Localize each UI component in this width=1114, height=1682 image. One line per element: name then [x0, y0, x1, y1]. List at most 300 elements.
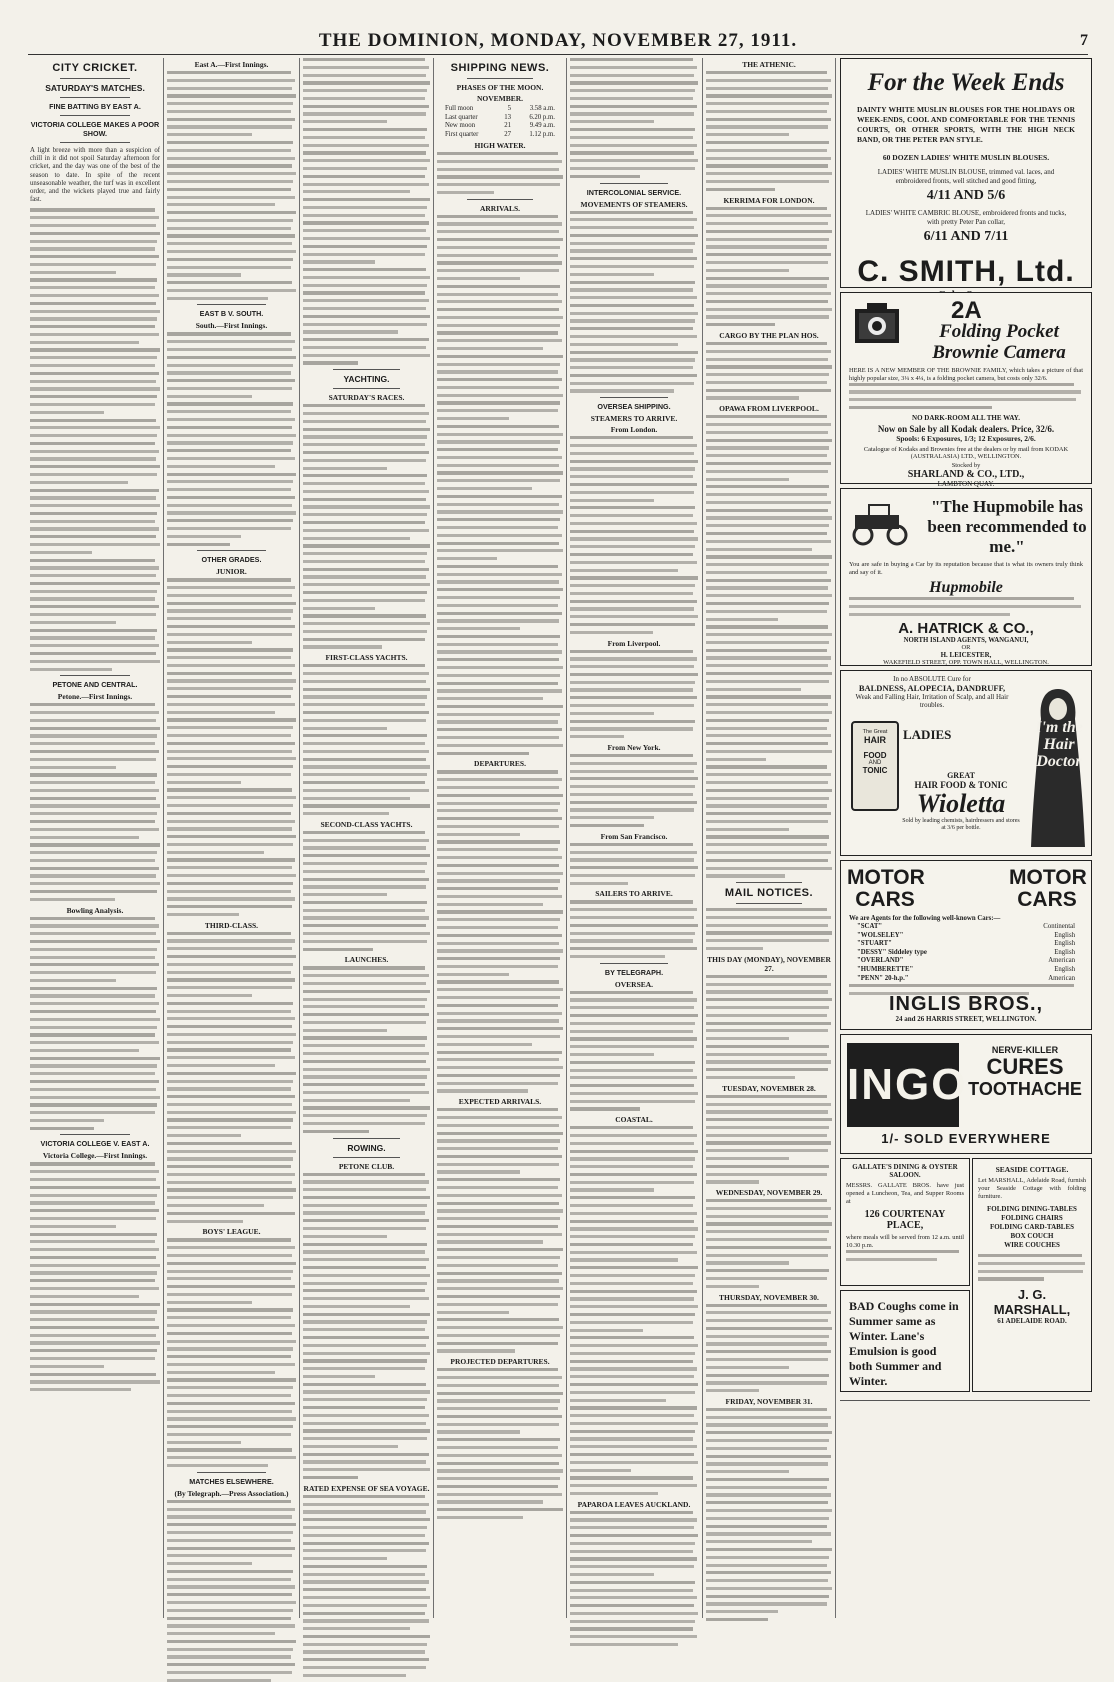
- text-line: [30, 247, 155, 250]
- text-line: [303, 136, 425, 139]
- text-line: [303, 459, 426, 462]
- text-line: [706, 1014, 827, 1017]
- wioletta-guarantee: In no ABSOLUTE Cure for: [893, 675, 971, 683]
- text-line: [570, 1414, 694, 1417]
- text-line: [706, 1618, 768, 1621]
- text-line: [303, 1542, 429, 1545]
- text-line: [30, 1256, 156, 1259]
- text-line: [303, 198, 430, 201]
- text-line: [30, 613, 156, 616]
- kerrima-subheading: KERRIMA FOR LONDON.: [723, 195, 815, 205]
- text-line: [846, 1258, 937, 1261]
- text-line: [706, 172, 832, 175]
- text-line: [30, 1217, 156, 1220]
- text-line: [706, 1595, 829, 1598]
- opawa-text: [706, 415, 832, 877]
- text-line: [570, 1596, 697, 1599]
- november-subheading: NOVEMBER.: [476, 94, 524, 103]
- text-line: [437, 1423, 559, 1426]
- moon-phase-time: 3.58 a.m.: [529, 105, 555, 112]
- text-line: [167, 196, 295, 199]
- text-line: [706, 586, 828, 589]
- text-line: [437, 487, 532, 490]
- text-line: [570, 623, 695, 626]
- text-line: [437, 674, 560, 677]
- text-line: [437, 363, 560, 366]
- yachting-heading: YACHTING.: [343, 374, 390, 385]
- text-line: [167, 504, 292, 507]
- text-line: [706, 680, 829, 683]
- text-line: [437, 1066, 563, 1069]
- text-line: [167, 1464, 268, 1467]
- movements-subheading: MOVEMENTS OF STEAMERS.: [580, 199, 688, 209]
- text-line: [303, 315, 430, 318]
- newspaper-title: THE DOMINION, MONDAY, NOVEMBER 27, 1911.: [318, 30, 798, 51]
- text-line: [437, 619, 559, 622]
- text-line: [437, 786, 559, 789]
- text-line: [706, 1037, 789, 1040]
- overseas-tel-subheading: OVERSEA.: [614, 979, 654, 989]
- text-line: [437, 518, 560, 521]
- text-line: [303, 354, 430, 357]
- text-line: [303, 750, 429, 753]
- text-line: [167, 340, 295, 343]
- text-line: [167, 364, 293, 367]
- text-line: [570, 159, 698, 162]
- text-line: [167, 1064, 275, 1067]
- text-line: [167, 1508, 295, 1511]
- text-line: [437, 1170, 520, 1173]
- column-rule: [433, 58, 434, 1618]
- text-line: [570, 801, 697, 804]
- text-line: [437, 238, 563, 241]
- car-origin: American: [1048, 957, 1075, 965]
- text-line: [167, 1410, 292, 1413]
- text-line: [570, 1612, 698, 1615]
- text-line: [570, 1014, 698, 1017]
- text-line: [30, 341, 139, 344]
- coastal-text: [570, 1126, 698, 1495]
- text-line: [706, 1053, 827, 1056]
- text-line: [437, 770, 558, 773]
- text-line: [167, 1679, 271, 1682]
- text-line: [570, 916, 694, 919]
- text-line: [706, 1587, 832, 1590]
- text-line: [706, 1374, 829, 1377]
- text-line: [30, 711, 159, 714]
- text-line: [167, 1142, 292, 1145]
- marshall-name: J. G. MARSHALL,: [993, 1286, 1071, 1317]
- text-line: [570, 1243, 693, 1246]
- east-scores-text: [167, 71, 296, 300]
- text-line: [570, 1235, 695, 1238]
- text-line: [303, 498, 426, 501]
- text-line: [437, 1074, 560, 1077]
- text-line: [570, 1181, 694, 1184]
- masthead: [28, 30, 1088, 55]
- text-line: [30, 434, 157, 437]
- brownie-title: Folding Pocket Brownie Camera: [932, 321, 1066, 363]
- text-line: [437, 1493, 562, 1496]
- mail-day-3: WEDNESDAY, NOVEMBER 29.: [715, 1188, 823, 1198]
- text-line: [30, 812, 157, 815]
- text-line: [167, 1617, 291, 1620]
- text-line: [437, 510, 563, 513]
- text-line: [706, 820, 828, 823]
- elsewhere-subheading: (By Telegraph.—Press Association.): [174, 1488, 289, 1498]
- text-line: [303, 688, 430, 691]
- text-line: [167, 594, 292, 597]
- text-line: [849, 390, 1081, 393]
- sailers-subheading: SAILERS TO ARRIVE.: [595, 889, 673, 899]
- moon-phase-label: First quarter: [445, 130, 479, 138]
- text-line: [303, 284, 427, 287]
- text-line: [30, 224, 156, 227]
- text-line: [706, 292, 831, 295]
- text-line: [437, 1209, 563, 1212]
- text-line: [706, 975, 827, 978]
- text-line: [437, 1194, 562, 1197]
- text-line: [570, 475, 693, 478]
- text-line: [706, 1327, 832, 1330]
- text-line: [167, 1301, 252, 1304]
- text-line: [167, 1157, 293, 1160]
- text-line: [706, 1277, 827, 1280]
- petone-club-subheading: PETONE CLUB.: [338, 1161, 395, 1171]
- text-line: [437, 1477, 560, 1480]
- text-line: [570, 1061, 695, 1064]
- text-line: [167, 734, 291, 737]
- text-line: [706, 641, 829, 644]
- text-line: [570, 249, 693, 252]
- text-line: [167, 203, 275, 206]
- text-line: [706, 133, 789, 136]
- text-line: [303, 1390, 430, 1393]
- text-line: [167, 648, 293, 651]
- bottle-top: The Great: [862, 729, 888, 735]
- text-line: [437, 168, 559, 171]
- text-line: [437, 1272, 562, 1275]
- column-rule: [299, 58, 300, 1618]
- hupmobile-or: OR: [961, 644, 971, 652]
- text-line: [303, 1173, 425, 1176]
- text-line: [30, 1357, 155, 1360]
- petone-subheading: Petone.—First Innings.: [57, 692, 133, 702]
- text-line: [437, 1147, 558, 1150]
- voyage-subheading: RATED EXPENSE OF SEA VOYAGE.: [303, 1483, 430, 1493]
- text-line: [303, 97, 425, 100]
- text-line: [570, 211, 693, 214]
- text-line: [167, 1433, 291, 1436]
- ingo-sold: 1/- SOLD EVERYWHERE: [881, 1131, 1051, 1146]
- text-line: [303, 276, 430, 279]
- text-line: [30, 450, 159, 453]
- text-line: [167, 882, 293, 885]
- text-line: [167, 804, 293, 807]
- text-line: [706, 1149, 828, 1152]
- text-line: [570, 900, 693, 903]
- text-line: [167, 664, 295, 667]
- text-line: [303, 1658, 429, 1661]
- text-line: [849, 613, 1010, 616]
- text-line: [437, 588, 563, 591]
- text-line: [570, 576, 698, 579]
- text-line: [167, 1041, 293, 1044]
- text-line: [570, 58, 693, 61]
- text-line: [706, 1006, 829, 1009]
- text-line: [30, 512, 157, 515]
- text-line: [167, 227, 291, 230]
- text-line: [570, 366, 693, 369]
- text-line: [706, 1207, 831, 1210]
- text-line: [570, 553, 693, 556]
- brownie-dealer: SHARLAND & CO., LTD.,: [907, 468, 1025, 480]
- text-line: [30, 820, 155, 823]
- text-line: [706, 1199, 827, 1202]
- text-line: [30, 789, 159, 792]
- car-row: [857, 923, 1075, 932]
- text-line: [30, 1310, 157, 1313]
- text-line: [437, 386, 559, 389]
- mail-day-3-text: [706, 1199, 832, 1288]
- text-line: [303, 599, 425, 602]
- text-line: [303, 630, 427, 633]
- car-row: [857, 940, 1075, 949]
- bottle-and: AND: [868, 760, 882, 766]
- text-line: [706, 1358, 828, 1361]
- text-line: [303, 1445, 398, 1448]
- text-line: [167, 395, 252, 398]
- text-line: [570, 777, 698, 780]
- car-origin: English: [1054, 948, 1075, 956]
- text-line: [30, 1388, 131, 1391]
- text-line: [437, 316, 563, 319]
- text-line: [303, 420, 426, 423]
- text-line: [167, 641, 252, 644]
- text-line: [167, 773, 291, 776]
- text-line: [167, 1456, 296, 1459]
- text-line: [167, 1632, 275, 1635]
- text-line: [706, 1579, 828, 1582]
- text-line: [437, 269, 559, 272]
- text-line: [167, 1363, 295, 1366]
- text-line: [706, 1304, 827, 1307]
- text-line: [570, 545, 695, 548]
- text-line: [437, 887, 558, 890]
- elsewhere-text: [167, 1500, 296, 1682]
- rowing-heading: ROWING.: [347, 1142, 386, 1153]
- text-line: [437, 728, 562, 731]
- text-line: [30, 1334, 156, 1337]
- text-line: [30, 1373, 156, 1376]
- text-line: [167, 939, 295, 942]
- text-line: [706, 1110, 828, 1113]
- text-line: [437, 1264, 558, 1267]
- text-line: [437, 339, 562, 342]
- text-line: [303, 1359, 427, 1362]
- text-line: [570, 1391, 695, 1394]
- text-line: [570, 1635, 697, 1638]
- text-line: [570, 1461, 698, 1464]
- eastb-heading: EAST B V. SOUTH.: [199, 309, 264, 319]
- text-line: [570, 1344, 698, 1347]
- gallate-address: 126 COURTENAY PLACE,: [864, 1209, 946, 1231]
- text-line: [706, 214, 831, 217]
- text-line: [570, 499, 654, 502]
- text-line: [437, 1454, 562, 1457]
- text-line: [303, 773, 427, 776]
- text-line: [167, 402, 293, 405]
- text-line: [303, 1580, 429, 1583]
- text-line: [167, 1371, 275, 1374]
- hupmobile-agent: A. HATRICK & CO.,: [898, 620, 1034, 638]
- ad-marshall: [972, 1158, 1092, 1392]
- text-line: [437, 1303, 558, 1306]
- text-line: [303, 862, 427, 865]
- kerrima-text: [706, 207, 832, 327]
- text-line: [303, 1565, 427, 1568]
- text-line: [167, 465, 275, 468]
- text-line: [570, 955, 665, 958]
- text-line: [437, 331, 558, 334]
- text-line: [437, 1186, 558, 1189]
- text-line: [167, 418, 295, 421]
- text-line: [570, 1150, 698, 1153]
- text-line: [167, 994, 252, 997]
- brownie-spools: Spools: 6 Exposures, 1/3; 12 Exposures, 2/6.: [896, 433, 1036, 443]
- text-line: [167, 1204, 264, 1207]
- text-line: [706, 1319, 828, 1322]
- hupmobile-logo: Hupmobile: [929, 579, 1003, 596]
- text-line: [570, 1045, 694, 1048]
- text-line: [30, 948, 157, 951]
- boys-subheading: BOYS' LEAGUE.: [202, 1227, 261, 1237]
- text-line: [570, 1220, 694, 1223]
- london-text: [570, 436, 698, 634]
- moon-phase-time: 6.20 p.m.: [529, 113, 555, 121]
- text-line: [30, 271, 116, 274]
- text-line: [303, 1635, 430, 1638]
- text-line: [849, 383, 1074, 386]
- text-line: [30, 867, 159, 870]
- text-line: [167, 963, 293, 966]
- text-line: [570, 304, 694, 307]
- text-line: [167, 1500, 291, 1503]
- text-line: [706, 924, 828, 927]
- text-line: [570, 1274, 695, 1277]
- text-line: [30, 1096, 160, 1099]
- text-line: [303, 206, 427, 209]
- text-line: [303, 765, 430, 768]
- text-line: [167, 1262, 296, 1265]
- text-line: [437, 222, 562, 225]
- text-line: [167, 1095, 295, 1098]
- text-line: [303, 607, 375, 610]
- text-line: [303, 711, 429, 714]
- text-line: [303, 183, 429, 186]
- text-line: [570, 327, 693, 330]
- text-line: [706, 1068, 828, 1071]
- text-line: [706, 439, 832, 442]
- text-line: [437, 183, 560, 186]
- text-line: [706, 1381, 827, 1384]
- ingo-tag: NERVE-KILLER: [991, 1045, 1059, 1055]
- camera-icon: [849, 299, 909, 355]
- text-line: [30, 372, 159, 375]
- text-line: [167, 480, 293, 483]
- text-line: [303, 66, 429, 69]
- column-yachting: [303, 58, 430, 1623]
- third-text: [167, 932, 296, 1223]
- text-line: [303, 1243, 427, 1246]
- moon-phase-label: New moon: [445, 122, 476, 129]
- text-line: [437, 872, 563, 875]
- moon-phase-row: [445, 114, 555, 123]
- text-line: [30, 1240, 155, 1243]
- text-line: [167, 1173, 295, 1176]
- text-line: [570, 351, 698, 354]
- text-line: [167, 79, 295, 82]
- text-line: [167, 172, 296, 175]
- text-line: [30, 294, 159, 297]
- cars-list: [857, 923, 1075, 983]
- text-line: [706, 1571, 831, 1574]
- text-line: [303, 727, 387, 730]
- text-line: [30, 758, 156, 761]
- text-line: [849, 605, 1081, 608]
- text-line: [167, 242, 292, 245]
- wioletta-weak: Weak and Falling Hair, Irritation of Scalp, and all Hair troubles.: [855, 693, 1009, 709]
- text-line: [706, 835, 829, 838]
- text-line: [167, 87, 292, 90]
- text-line: [570, 1006, 694, 1009]
- text-line: [706, 396, 799, 399]
- text-line: [570, 874, 695, 877]
- text-line: [570, 1604, 694, 1607]
- text-line: [437, 471, 563, 474]
- text-line: [30, 1194, 157, 1197]
- text-line: [303, 1075, 427, 1078]
- text-line: [30, 1002, 159, 1005]
- text-line: [437, 394, 563, 397]
- text-line: [30, 987, 157, 990]
- text-line: [30, 703, 155, 706]
- ad-wioletta: [840, 670, 1092, 856]
- text-line: [570, 105, 697, 108]
- text-line: [167, 1017, 295, 1020]
- text-line: [706, 859, 828, 862]
- text-line: [570, 1492, 658, 1495]
- text-line: [167, 1103, 292, 1106]
- text-line: [570, 281, 695, 284]
- hupmobile-subagent: H. LEICESTER,: [940, 651, 992, 660]
- text-line: [30, 520, 155, 523]
- text-line: [167, 110, 291, 113]
- text-line: [167, 141, 293, 144]
- moon-phase-time: 1.12 p.m.: [529, 130, 555, 138]
- text-line: [570, 770, 694, 773]
- text-line: [167, 1056, 295, 1059]
- text-line: [437, 308, 559, 311]
- text-line: [303, 1666, 426, 1669]
- text-line: [570, 128, 695, 131]
- text-line: [167, 1531, 293, 1534]
- car-name: "SCAT": [857, 923, 883, 930]
- launches-subheading: LAUNCHES.: [344, 955, 389, 965]
- text-line: [437, 347, 543, 350]
- text-line: [706, 485, 829, 488]
- gallate-copy: MESSRS. GALLATE BROS. have just opened a Luncheon, Tea, and Supper Rooms at: [846, 1182, 964, 1205]
